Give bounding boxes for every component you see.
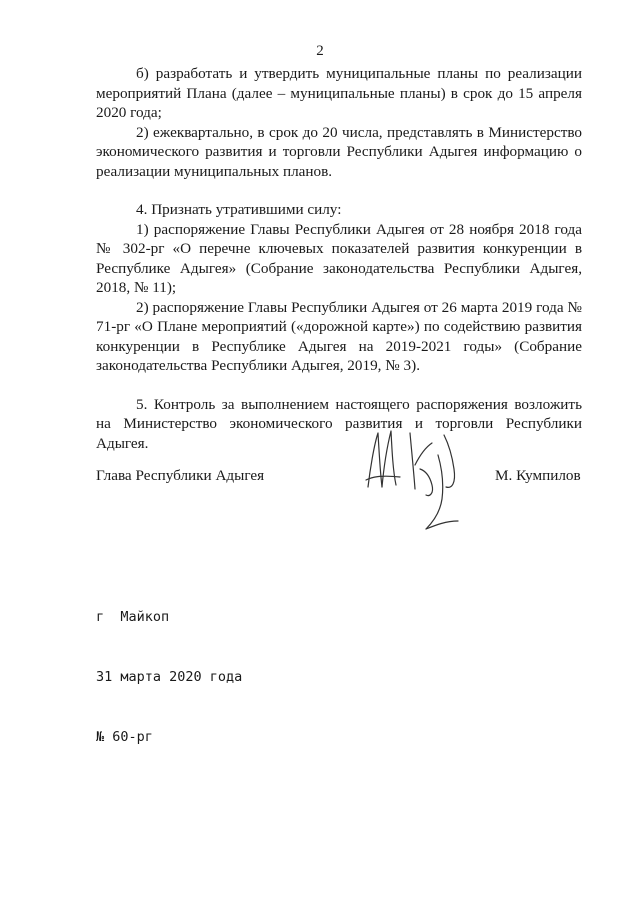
signatory-name: М. Кумпилов	[495, 467, 581, 484]
issue-details	[96, 567, 242, 767]
document-body	[96, 64, 582, 453]
page-number: 2	[316, 43, 324, 59]
issue-city: г Майкоп	[96, 609, 170, 625]
issue-date: 31 марта 2020 года	[96, 669, 243, 685]
handwritten-signature	[360, 425, 470, 535]
paragraph-5: 5. Контроль за выполнением настоящего распоряжения возложить на Министерство экономического развития и торговли Республики Адыгея.	[96, 395, 582, 452]
signatory-title: Глава Республики Адыгея	[96, 467, 265, 484]
paragraph-1b: б) разработать и утвердить муниципальные планы по реализации мероприятий Плана (далее – муниципальные планы) в срок до 15 апреля 2020 года;	[96, 65, 582, 121]
paragraph-4-1: 1) распоряжение Главы Республики Адыгея от 28 ноября 2018 года № 302-рг «О перечне ключевых показателей развития конкуренции в Республике Адыгея» (Собрание законодательства Республики Адыгея, 2018, № 11);	[96, 220, 582, 296]
paragraph-2-quarterly: 2) ежеквартально, в срок до 20 числа, представлять в Министерство экономического развития и торговли Республики Адыгея информацию о реализации муниципальных планов.	[96, 123, 582, 180]
paragraph-4-heading: 4. Признать утратившими силу:	[136, 201, 342, 218]
paragraph-4-2: 2) распоряжение Главы Республики Адыгея от 26 марта 2019 года № 71-рг «О Плане мероприятий («дорожной карте») по содействию развития конкуренции в Республике Адыгея на 2019-2021 годы» (Собрание законодательства Республики Адыгея, 2019, № 3).	[96, 298, 582, 374]
issue-number: № 60-рг	[96, 729, 153, 745]
